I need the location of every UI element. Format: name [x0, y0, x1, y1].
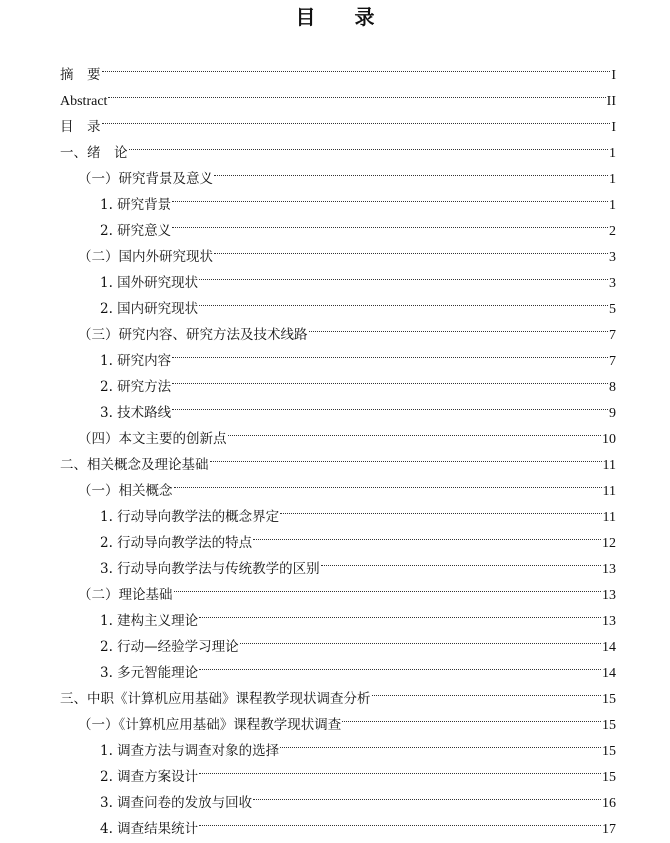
toc-entry-label: 2. 研究意义	[100, 223, 172, 239]
toc-dot-leader	[102, 53, 611, 79]
toc-entry-label: 1. 行动导向教学法的概念界定	[100, 509, 280, 525]
toc-dot-leader	[199, 755, 601, 781]
toc-entry-label: （四）本文主要的创新点	[78, 431, 227, 447]
toc-entry[interactable]	[60, 131, 616, 161]
toc-dot-leader	[172, 365, 608, 391]
toc-dot-leader	[102, 105, 611, 131]
toc-dot-leader	[199, 807, 601, 833]
toc-entry-label: 2. 行动导向教学法的特点	[100, 535, 253, 551]
toc-dot-leader	[280, 495, 601, 521]
toc-dot-leader	[199, 651, 601, 677]
toc-dot-leader	[253, 521, 601, 547]
toc-entry-page-number: 5	[609, 302, 616, 317]
toc-entry[interactable]	[60, 53, 616, 83]
toc-dot-leader	[172, 209, 608, 235]
toc-entry-page-number: 14	[602, 640, 616, 655]
toc-dot-leader	[372, 677, 602, 703]
toc-dot-leader	[214, 235, 608, 261]
toc-entry-page-number: 1	[609, 146, 616, 161]
toc-dot-leader	[172, 339, 608, 365]
toc-entry-page-number: 7	[609, 354, 616, 369]
toc-entry-label: 摘 要	[60, 67, 101, 83]
toc-entry-page-number: 17	[602, 822, 616, 837]
toc-entry-page-number: 1	[609, 198, 616, 213]
toc-entry-label: （三）研究内容、研究方法及技术线路	[78, 327, 308, 343]
toc-entry-label: 2. 调查方案设计	[100, 769, 199, 785]
toc-entry-page-number: 11	[602, 510, 616, 525]
toc-entry[interactable]	[60, 79, 616, 109]
toc-entry-label: 4. 调查结果统计	[100, 821, 199, 837]
toc-entry-page-number: 13	[602, 614, 616, 629]
toc-entry-page-number: 10	[602, 432, 616, 447]
toc-dot-leader	[174, 469, 602, 495]
toc-entry-page-number: 1	[609, 172, 616, 187]
toc-dot-leader	[228, 417, 602, 443]
toc-entry-page-number: 2	[609, 224, 616, 239]
toc-entry-label: 2. 行动—经验学习理论	[100, 639, 239, 655]
toc-entry-label: （一）相关概念	[78, 483, 173, 499]
toc-entry-label: 3. 行动导向教学法与传统教学的区别	[100, 561, 320, 577]
toc-dot-leader	[174, 573, 602, 599]
toc-entry-label: 3. 多元智能理论	[100, 665, 199, 681]
toc-entry-label: （一）研究背景及意义	[78, 171, 213, 187]
toc-entry-label: （一）《计算机应用基础》课程教学现状调查	[78, 717, 342, 733]
toc-entry-label: 1. 研究背景	[100, 197, 172, 213]
toc-entry-label: （二）国内外研究现状	[78, 249, 213, 265]
toc-entry-page-number: I	[611, 120, 616, 135]
toc-entry-label: 1. 国外研究现状	[100, 275, 199, 291]
toc-dot-leader	[108, 79, 605, 105]
toc-entry-label: 目 录	[60, 119, 101, 135]
toc-entry-label: 1. 调查方法与调查对象的选择	[100, 743, 280, 759]
toc-entry-page-number: 11	[602, 484, 616, 499]
toc-entry-label: （二）理论基础	[78, 587, 173, 603]
page-title: 目 录	[295, 5, 391, 29]
toc-dot-leader	[309, 313, 609, 339]
toc-entry-page-number: 11	[602, 458, 616, 473]
toc-entry-page-number: 8	[609, 380, 616, 395]
toc-dot-leader	[199, 599, 601, 625]
toc-entry-label: 1. 建构主义理论	[100, 613, 199, 629]
toc-dot-leader	[129, 131, 609, 157]
toc-dot-leader	[172, 183, 608, 209]
toc-dot-leader	[199, 287, 608, 313]
toc-dot-leader	[172, 391, 608, 417]
toc-entry-label: 三、中职《计算机应用基础》课程教学现状调查分析	[60, 691, 371, 707]
toc-entry-label: 2. 研究方法	[100, 379, 172, 395]
toc-entry-label: 二、相关概念及理论基础	[60, 457, 209, 473]
toc-entry-page-number: 7	[609, 328, 616, 343]
toc-entry-label: 1. 研究内容	[100, 353, 172, 369]
toc-dot-leader	[342, 703, 601, 729]
toc-entry-label: 一、绪 论	[60, 145, 128, 161]
toc-dot-leader	[199, 261, 608, 287]
toc-entry-label: 2. 国内研究现状	[100, 301, 199, 317]
toc-entry-page-number: 13	[602, 562, 616, 577]
toc-dot-leader	[321, 547, 601, 573]
toc-entry-page-number: 12	[602, 536, 616, 551]
toc-entry-label: Abstract	[60, 94, 108, 109]
toc-entry-page-number: 15	[602, 692, 616, 707]
toc-entry[interactable]	[60, 105, 616, 135]
toc-entry-page-number: 9	[609, 406, 616, 421]
toc-entry-label: 3. 调查问卷的发放与回收	[100, 795, 253, 811]
toc-entry-page-number: 3	[609, 276, 616, 291]
toc-entry-page-number: 15	[602, 744, 616, 759]
toc-entry-page-number: II	[606, 94, 616, 109]
toc-entry-page-number: 3	[609, 250, 616, 265]
table-of-contents	[60, 53, 616, 837]
toc-entry[interactable]	[60, 157, 616, 187]
toc-dot-leader	[280, 729, 601, 755]
toc-entry-page-number: 15	[602, 718, 616, 733]
toc-entry-page-number: 15	[602, 770, 616, 785]
toc-entry-page-number: 16	[602, 796, 616, 811]
toc-dot-leader	[240, 625, 601, 651]
toc-entry-page-number: I	[611, 68, 616, 83]
toc-entry-page-number: 13	[602, 588, 616, 603]
toc-dot-leader	[210, 443, 602, 469]
toc-dot-leader	[253, 781, 601, 807]
toc-entry-page-number: 14	[602, 666, 616, 681]
toc-entry-label: 3. 技术路线	[100, 405, 172, 421]
toc-dot-leader	[214, 157, 608, 183]
